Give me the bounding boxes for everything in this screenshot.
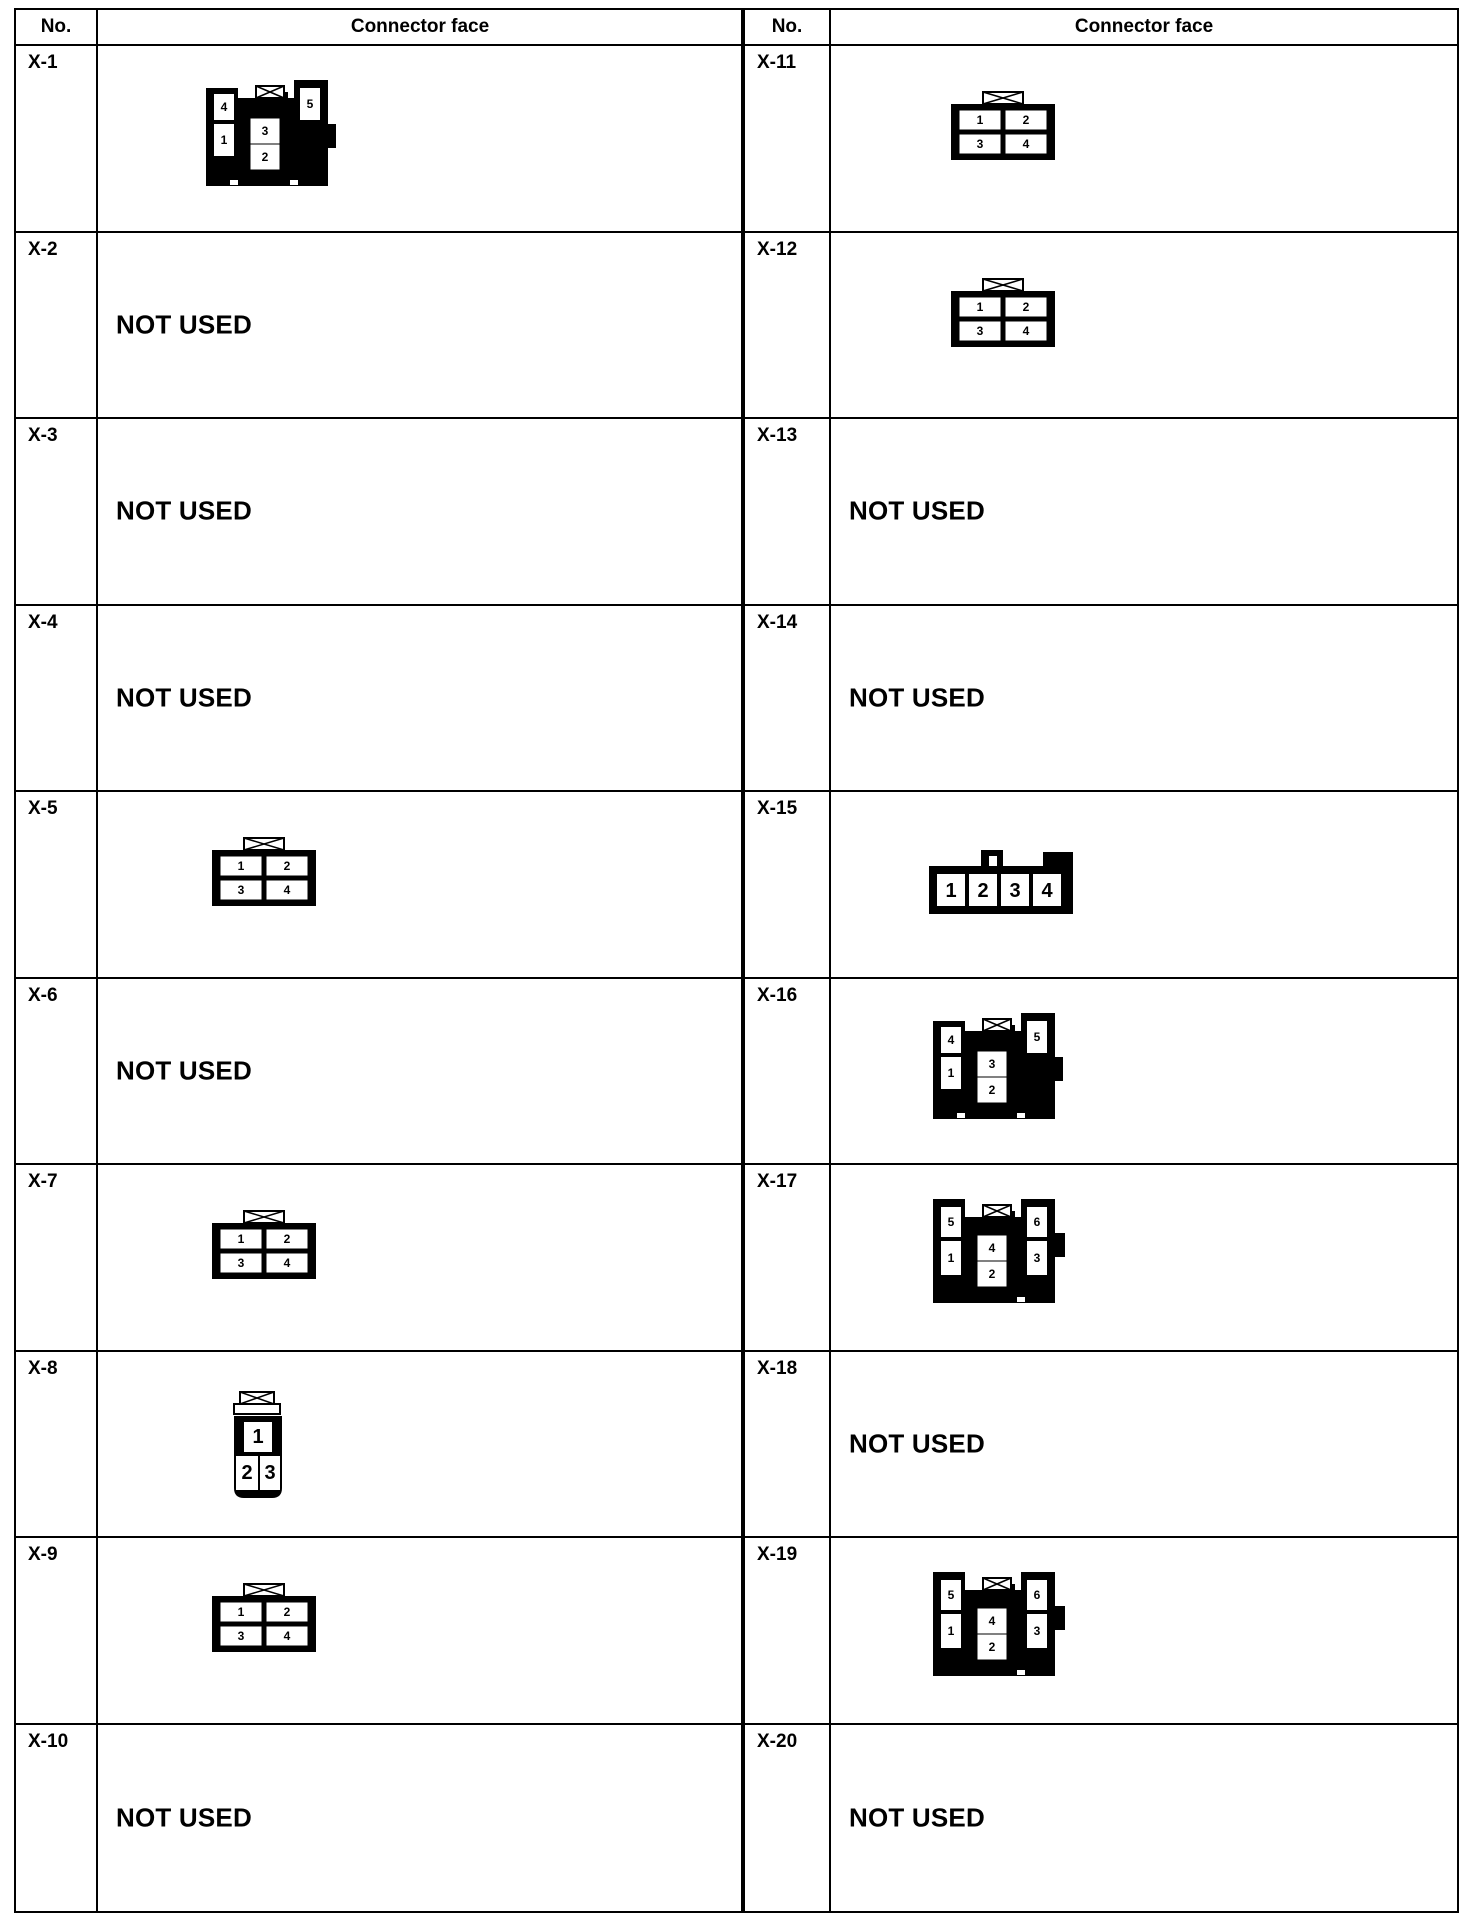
pin-label: 2 [283, 1605, 291, 1619]
connector-number: X-4 [16, 606, 98, 793]
latch-icon [244, 1584, 284, 1596]
connector-4pin [949, 277, 1059, 367]
connector-face-cell [831, 1725, 1457, 1912]
connector-face-cell [98, 46, 742, 233]
pin-label: 1 [252, 1425, 264, 1448]
table-right-half [741, 8, 1459, 1913]
pin-label: 5 [306, 97, 314, 111]
pin-label: 1 [976, 113, 984, 127]
pin-label: 4 [1041, 880, 1053, 902]
pin-label: 2 [1022, 113, 1030, 127]
latch-icon [244, 838, 284, 850]
connector-number: X-15 [745, 792, 831, 979]
pin-label: 3 [237, 883, 245, 897]
not-used-label: NOT USED [116, 495, 252, 526]
connector-face-cell [98, 792, 742, 979]
connector-number: X-7 [16, 1165, 98, 1352]
header-no: No. [16, 10, 98, 46]
connector-4pin-row [927, 846, 1077, 918]
pin-label: 1 [945, 880, 957, 902]
pin-label: 1 [237, 1605, 245, 1619]
latch-icon [256, 86, 284, 98]
pin-label: 4 [283, 883, 291, 897]
pin-label: 3 [237, 1629, 245, 1643]
pin-label: 1 [947, 1251, 955, 1265]
connector-number: X-9 [16, 1538, 98, 1725]
connector-face-cell [831, 46, 1457, 233]
not-used-label: NOT USED [849, 495, 985, 526]
not-used-label: NOT USED [849, 1802, 985, 1833]
pin-label: 1 [947, 1624, 955, 1638]
pin-label: 1 [976, 299, 984, 314]
connector-face-cell [98, 606, 742, 793]
pin-label: 2 [988, 1082, 996, 1097]
connector-number: X-6 [16, 979, 98, 1166]
connector-number: X-12 [745, 233, 831, 420]
connector-face-cell [98, 233, 742, 420]
latch-icon [240, 1392, 274, 1404]
pin-label: 2 [988, 1267, 996, 1281]
pin-label: 5 [1033, 1029, 1041, 1044]
pin-label: 2 [283, 859, 291, 873]
pin-label: 4 [1022, 323, 1030, 338]
connector-number: X-5 [16, 792, 98, 979]
connector-face-cell [831, 1538, 1457, 1725]
connector-6pin [931, 1568, 1071, 1678]
connector-number: X-20 [745, 1725, 831, 1912]
pin-label: 4 [283, 1256, 291, 1270]
latch-icon [983, 1578, 1011, 1590]
connector-4pin [210, 1209, 320, 1299]
connector-face-cell [98, 419, 742, 606]
pin-label: 4 [988, 1241, 996, 1255]
connector-face-cell [98, 1538, 742, 1725]
pin-label: 2 [977, 880, 989, 902]
pin-label: 2 [988, 1640, 996, 1654]
pin-label: 4 [220, 100, 228, 114]
pin-label: 3 [261, 124, 269, 138]
connector-number: X-18 [745, 1352, 831, 1539]
connector-number: X-10 [16, 1725, 98, 1912]
connector-face-cell [831, 1352, 1457, 1539]
connector-face-cell [98, 1165, 742, 1352]
connector-number: X-13 [745, 419, 831, 606]
connector-number: X-11 [745, 46, 831, 233]
pin-label: 1 [237, 859, 245, 873]
pin-label: 2 [241, 1461, 253, 1484]
pin-label: 3 [237, 1256, 245, 1270]
pin-label: 2 [283, 1232, 291, 1246]
latch-icon [244, 1211, 284, 1223]
connector-5pin [204, 76, 344, 186]
table-left-half [14, 8, 744, 1913]
latch-icon [983, 1019, 1011, 1031]
connector-number: X-17 [745, 1165, 831, 1352]
connector-number: X-16 [745, 979, 831, 1166]
not-used-label: NOT USED [116, 682, 252, 713]
pin-label: 3 [976, 137, 984, 151]
pin-label: 3 [1033, 1251, 1041, 1265]
connector-number: X-1 [16, 46, 98, 233]
connector-number: X-8 [16, 1352, 98, 1539]
connector-4pin [949, 90, 1059, 180]
not-used-label: NOT USED [116, 1055, 252, 1086]
not-used-label: NOT USED [116, 1802, 252, 1833]
latch-icon [983, 92, 1023, 104]
pin-label: 1 [947, 1065, 955, 1080]
connector-face-cell [98, 1725, 742, 1912]
connector-number: X-2 [16, 233, 98, 420]
pin-label: 4 [1022, 137, 1030, 151]
pin-label: 4 [283, 1629, 291, 1643]
not-used-label: NOT USED [116, 309, 252, 340]
latch-icon [983, 1205, 1011, 1217]
connector-face-cell [831, 606, 1457, 793]
pin-label: 4 [947, 1032, 955, 1047]
connector-number: X-19 [745, 1538, 831, 1725]
pin-label: 6 [1033, 1215, 1041, 1229]
pin-label: 5 [947, 1588, 955, 1602]
pin-label: 3 [988, 1056, 996, 1071]
not-used-label: NOT USED [849, 1428, 985, 1459]
header-connector-face: Connector face [831, 10, 1457, 46]
connector-number: X-14 [745, 606, 831, 793]
connector-face-cell [831, 419, 1457, 606]
pin-label: 3 [1033, 1624, 1041, 1638]
connector-face-cell [98, 1352, 742, 1539]
pin-label: 1 [237, 1232, 245, 1246]
pin-label: 2 [1022, 299, 1030, 314]
pin-label: 1 [220, 133, 228, 147]
connector-face-cell [98, 979, 742, 1166]
not-used-label: NOT USED [849, 682, 985, 713]
pin-label: 4 [988, 1614, 996, 1628]
connector-4pin [210, 1582, 320, 1672]
pin-label: 2 [261, 150, 269, 164]
connector-face-cell [831, 1165, 1457, 1352]
connector-table [14, 8, 1459, 1913]
pin-label: 3 [976, 323, 984, 338]
header-connector-face: Connector face [98, 10, 742, 46]
connector-5pin [931, 1009, 1071, 1119]
header-no: No. [745, 10, 831, 46]
connector-face-cell [831, 979, 1457, 1166]
connector-4pin [210, 836, 320, 926]
pin-label: 3 [1009, 880, 1021, 902]
connector-number: X-3 [16, 419, 98, 606]
connector-3pin [226, 1390, 296, 1502]
pin-label: 6 [1033, 1588, 1041, 1602]
connector-face-cell [831, 792, 1457, 979]
connector-6pin [931, 1195, 1071, 1305]
pin-label: 5 [947, 1215, 955, 1229]
latch-icon [983, 279, 1023, 291]
pin-label: 3 [264, 1461, 276, 1484]
connector-face-cell [831, 233, 1457, 420]
